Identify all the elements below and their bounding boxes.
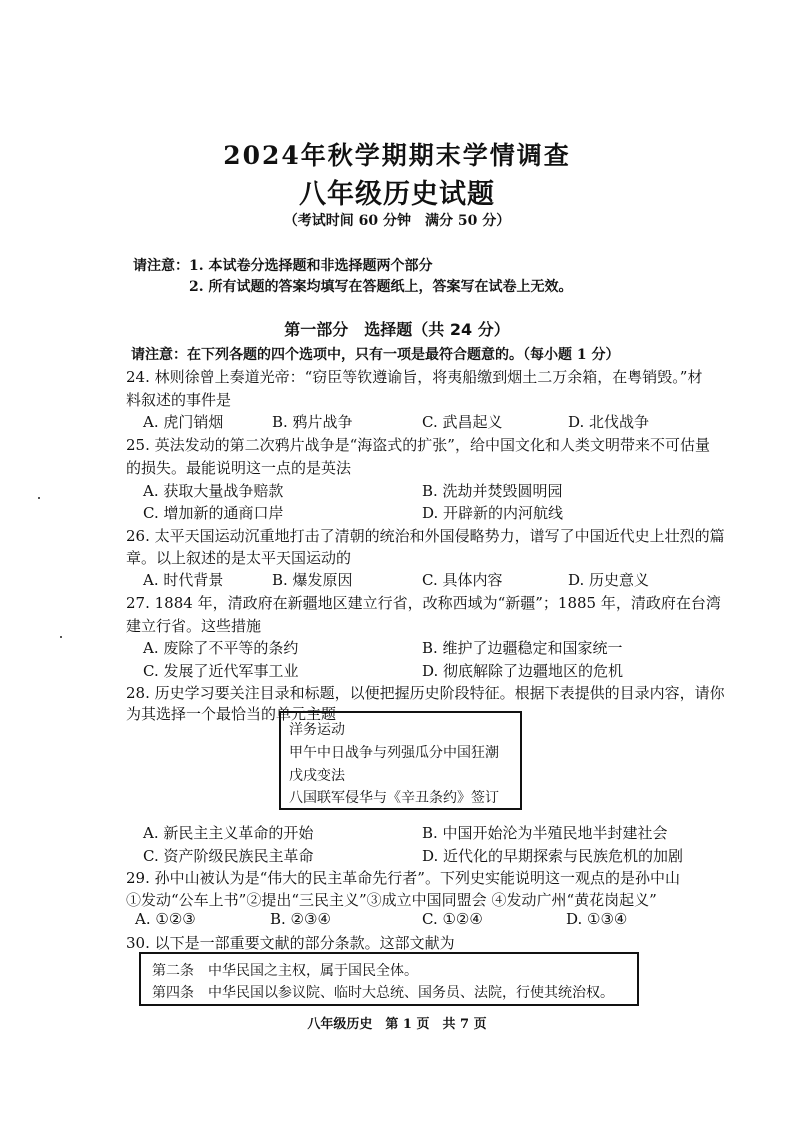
q27-option-c: C. 发展了近代军事工业 [143,662,299,680]
q24-option-d: D. 北伐战争 [568,413,650,431]
q27-option-b: B. 维护了边疆稳定和国家统一 [422,639,623,657]
question-24-line-1: 24. 林则徐曾上奏道光帝：“窃臣等钦遵谕旨，将夷船缴到烟土二万余箱，在粤销毁。”材 [126,368,703,386]
document-article: 第四条 中华民国以参议院、临时大总统、国务员、法院，行使其统治权。 [152,985,614,1001]
exam-info: （考试时间 60 分钟 满分 50 分） [283,213,511,229]
scan-speck [60,636,62,638]
question-24-line-2: 料叙述的事件是 [126,391,232,409]
exam-title: 2024年秋学期期末学情调查 [223,141,571,170]
catalog-item: 洋务运动 [289,722,345,738]
q28-option-d: D. 近代化的早期探索与民族危机的加剧 [422,847,684,865]
q28-option-a: A. 新民主主义革命的开始 [143,824,314,842]
question-26-line-1: 26. 太平天国运动沉重地打击了清朝的统治和外国侵略势力，谱写了中国近代史上壮烈的篇 [126,527,725,545]
q26-option-a: A. 时代背景 [143,571,224,589]
q26-option-c: C. 具体内容 [422,571,503,589]
q27-option-d: D. 彻底解除了边疆地区的危机 [422,662,624,680]
q30-document-box [139,952,639,1006]
question-25-line-2: 的损失。最能说明这一点的是英法 [126,459,352,477]
q25-option-d: D. 开辟新的内河航线 [422,504,564,522]
page-footer: 八年级历史 第 1 页 共 7 页 [307,1017,487,1032]
section-instruction: 请注意：在下列各题的四个选项中，只有一项是最符合题意的。（每小题 1 分） [131,347,620,363]
exam-subject-title: 八年级历史试题 [299,179,495,210]
catalog-item: 戊戌变法 [289,768,345,784]
scan-speck [38,497,40,499]
q28-catalog-box [279,711,522,810]
question-26-line-2: 章。以上叙述的是太平天国运动的 [126,549,352,567]
question-27-line-1: 27. 1884 年，清政府在新疆地区建立行省，改称西域为“新疆”；1885 年，清政府在台湾 [126,594,721,612]
question-28-line-2: 为其选择一个最恰当的单元主题 [126,705,337,723]
q28-option-c: C. 资产阶级民族民主革命 [143,847,314,865]
q24-option-b: B. 鸦片战争 [272,413,353,431]
q26-option-b: B. 爆发原因 [272,571,353,589]
question-29-line-2: ①发动“公车上书”②提出“三民主义”③成立中国同盟会 ④发动广州“黄花岗起义” [126,891,657,909]
q25-option-b: B. 洗劫并焚毁圆明园 [422,482,563,500]
catalog-item: 甲午中日战争与列强瓜分中国狂潮 [289,745,499,761]
question-30-line-1: 30. 以下是一部重要文献的部分条款。这部文献为 [126,934,455,952]
notice-line-2: 2. 所有试题的答案均填写在答题纸上，答案写在试卷上无效。 [189,279,573,295]
q27-option-a: A. 废除了不平等的条约 [143,639,299,657]
q24-option-c: C. 武昌起义 [422,413,503,431]
question-25-line-1: 25. 英法发动的第二次鸦片战争是“海盗式的扩张”，给中国文化和人类文明带来不可估量 [126,436,710,454]
q29-option-b: B. ②③④ [270,910,331,928]
notice-line-1: 1. 本试卷分选择题和非选择题两个部分 [189,258,433,274]
question-28-line-1: 28. 历史学习要关注目录和标题，以便把握历史阶段特征。根据下表提供的目录内容，请你 [126,684,725,702]
notice-label: 请注意： [133,258,189,274]
q25-option-a: A. 获取大量战争赔款 [143,482,284,500]
q29-option-c: C. ①②④ [422,910,483,928]
catalog-item: 八国联军侵华与《辛丑条约》签订 [289,790,499,806]
q29-option-a: A. ①②③ [135,910,196,928]
q29-option-d: D. ①③④ [566,910,628,928]
section-title: 第一部分 选择题（共 24 分） [284,320,510,339]
document-article: 第二条 中华民国之主权，属于国民全体。 [152,963,418,979]
question-27-line-2: 建立行省。这些措施 [126,617,262,635]
q25-option-c: C. 增加新的通商口岸 [143,504,284,522]
question-29-line-1: 29. 孙中山被认为是“伟大的民主革命先行者”。下列史实能说明这一观点的是孙中山 [126,869,680,887]
q28-option-b: B. 中国开始沦为半殖民地半封建社会 [422,824,668,842]
q26-option-d: D. 历史意义 [568,571,650,589]
q24-option-a: A. 虎门销烟 [143,413,224,431]
